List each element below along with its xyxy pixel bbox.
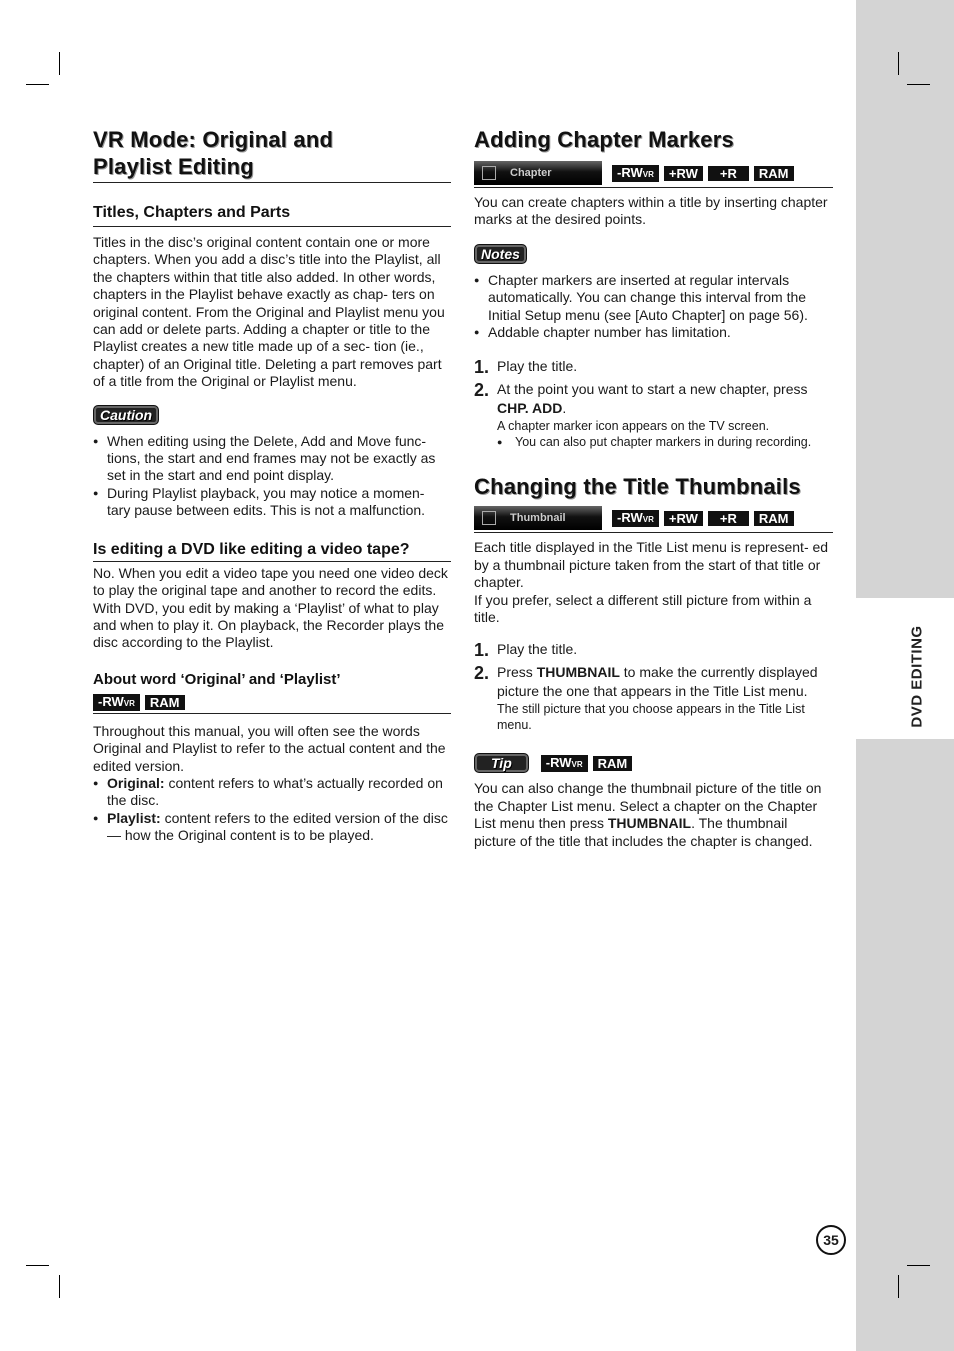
notes-list <box>474 272 833 342</box>
disc-badge-ram: RAM <box>145 695 185 710</box>
disc-badge-rw: -RWVR <box>93 694 140 711</box>
list-item: ● Addable chapter number has limitation. <box>474 324 833 341</box>
page-number: 35 <box>816 1225 846 1255</box>
disc-badge-rw: -RWVR <box>612 165 659 182</box>
body-paragraph: Titles in the disc’s original content contain one or more chapters. When you add a disc’s title into the Playlist, all the chapters within that title also added. In other words, chapters in the Playlist behave exactly as chap- ters on original content. From the Original and Playlist menu you can add or delete parts. Adding a chapter or title to the Playlist creates a new title made up of a sec- tion (ie., chapter) of an Original title. Deleting a part removes part of a title from the Original or Playlist menu. <box>93 234 445 390</box>
caution-label: Caution <box>93 405 159 425</box>
notes-label: Notes <box>474 244 527 264</box>
disc-badge-ram: RAM <box>754 166 794 181</box>
tip-row <box>474 753 833 773</box>
chapter-menu-strip: Chapter <box>474 161 602 185</box>
section-title: Adding Chapter Markers <box>474 127 734 152</box>
step-1: 1. Play the title. <box>474 640 578 661</box>
crop-mark <box>26 1265 49 1266</box>
notes-label-wrap <box>474 244 833 264</box>
disc-badge-rw: -RWVR <box>612 510 659 527</box>
disc-badge-plus-r: +R <box>708 511 749 526</box>
definition-list <box>93 775 451 845</box>
disc-badge-ram: RAM <box>754 511 794 526</box>
crop-mark <box>907 84 930 85</box>
step-note: A chapter marker icon appears on the TV screen. <box>497 419 770 434</box>
section-heading: About word ‘Original’ and ‘Playlist’ <box>93 670 341 688</box>
step-1: 1. Play the title. <box>474 357 578 378</box>
section-title: Changing the Title Thumbnails <box>474 474 801 500</box>
section-tab-label: DVD EDITING <box>908 625 926 728</box>
list-item: ● When editing using the Delete, Add and Move func- tions, the start and end frames may not be exactly as set in the start and end point display. <box>93 433 451 485</box>
page-title-block <box>93 126 451 183</box>
section-heading-block <box>93 204 451 227</box>
crop-mark <box>898 52 899 75</box>
sidebar-tab <box>856 598 954 739</box>
body-paragraph: You can create chapters within a title by inserting chapter marks at the desired points. <box>474 194 828 228</box>
thumbnail-menu-strip: Thumbnail <box>474 506 602 530</box>
chapter-menu-row <box>474 161 833 188</box>
camera-icon <box>482 511 496 525</box>
crop-mark <box>59 1275 60 1298</box>
step-note: The still picture that you choose appears in the Title List menu. <box>497 702 805 733</box>
list-item: ● Playlist: content refers to the edited version of the disc — how the Original content is to be played. <box>93 810 451 845</box>
disc-badge-rw: -RWVR <box>541 755 588 772</box>
caution-label-wrap <box>93 405 451 425</box>
right-column <box>474 126 833 850</box>
section-heading-block <box>93 541 451 562</box>
page-title-line2: Playlist Editing <box>93 154 254 179</box>
disc-badge-plus-r: +R <box>708 166 749 181</box>
page-title-line1: VR Mode: Original and <box>93 127 334 152</box>
list-item: ● You can also put chapter markers in during recording. <box>497 434 811 450</box>
disc-badges <box>93 694 451 714</box>
crop-mark <box>907 1265 930 1266</box>
step-2: 2. At the point you want to start a new chapter, press CHP. ADD. A chapter marker icon appears on the TV screen. ● You can also put chapter markers in during recording. <box>474 380 833 450</box>
step-bullet-list <box>497 434 811 450</box>
list-item: ● During Playlist playback, you may notice a momen- tary pause between edits. This is not a malfunction. <box>93 485 451 520</box>
disc-badge-plus-rw: +RW <box>664 166 703 181</box>
caution-list <box>93 433 451 520</box>
thumbnail-menu-row <box>474 506 833 533</box>
step-2: 2. Press THUMBNAIL to make the currently displayed picture the one that appears in the Title List menu. The still picture that you choose appears in the Title List menu. <box>474 663 833 733</box>
body-paragraph: No. When you edit a video tape you need one video deck to play the original tape and another to record the edits. With DVD, you edit by making a ‘Playlist’ of what to play and when to play it. On playback, the Recorder plays the disc according to the Playlist. <box>93 564 448 651</box>
section-heading: Is editing a DVD like editing a video tape? <box>93 540 410 558</box>
film-icon <box>482 166 496 180</box>
body-paragraph: Throughout this manual, you will often see the words Original and Playlist to refer to the actual content and the edited version. <box>93 722 446 774</box>
disc-badge-plus-rw: +RW <box>664 511 703 526</box>
left-column <box>93 126 451 845</box>
list-item: ● Chapter markers are inserted at regular intervals automatically. You can change this interval from the Initial Setup menu (see [Auto Chapter] on page 56). <box>474 272 833 324</box>
crop-mark <box>898 1275 899 1298</box>
disc-badge-ram: RAM <box>593 756 633 771</box>
body-paragraph: Each title displayed in the Title List menu is represent- ed by a thumbnail picture taken from the start of that title or chapter. <box>474 539 829 591</box>
tip-label: Tip <box>474 753 529 773</box>
list-item: ● Original: content refers to what’s actually recorded on the disc. <box>93 775 451 810</box>
body-paragraph: If you prefer, select a different still picture from within a title. <box>474 591 812 626</box>
section-heading: Titles, Chapters and Parts <box>93 204 291 221</box>
crop-mark <box>26 84 49 85</box>
crop-mark <box>59 52 60 75</box>
tip-paragraph: You can also change the thumbnail picture of the title on the Chapter List menu. Select a chapter on the Chapter List menu then press THUMBNAIL. The thumbnail picture of the title that includes the chapter is changed. <box>474 780 822 849</box>
